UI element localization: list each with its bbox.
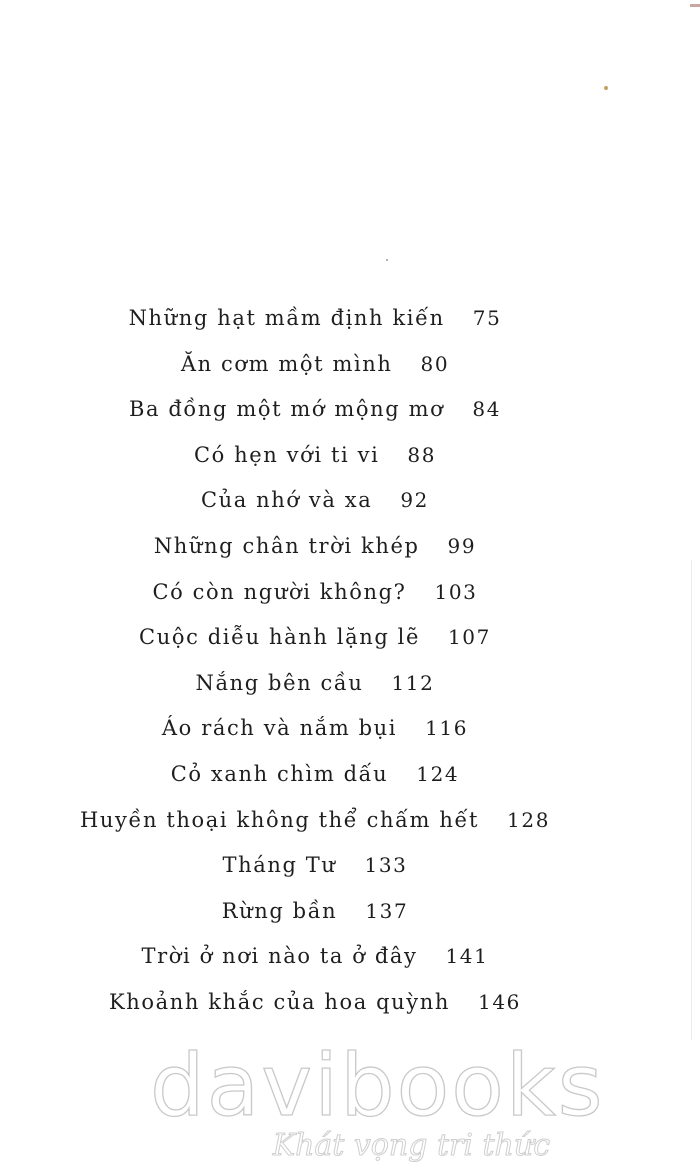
edge-mark	[690, 4, 700, 7]
toc-entry-page-number: 75	[472, 306, 502, 330]
toc-entry	[0, 706, 630, 752]
paper-speck	[386, 259, 388, 261]
toc-entry	[0, 661, 630, 707]
toc-entry-title: Nắng bên cầu	[195, 670, 364, 695]
toc-entry-page-number: 133	[364, 853, 408, 878]
toc-entry-page-number: 116	[425, 716, 469, 741]
toc-entry	[0, 342, 630, 388]
toc-entry-page-number: 92	[400, 488, 430, 513]
toc-entry-title: Những hạt mầm định kiến	[128, 306, 445, 330]
toc-entry-page-number: 99	[447, 533, 477, 558]
toc-entry-page-number: 80	[420, 351, 450, 376]
toc-entry	[0, 524, 630, 570]
toc-entry-title: Của nhớ và xa	[200, 488, 373, 513]
watermark	[150, 1036, 605, 1163]
toc-entry	[0, 615, 630, 661]
watermark-tagline: Khát vọng tri thức	[272, 1128, 550, 1163]
toc-entry	[0, 433, 630, 479]
toc-entry	[0, 387, 630, 433]
toc-entry-title: Cỏ xanh chìm dấu	[170, 761, 389, 786]
toc-entry-page-number: 128	[507, 807, 551, 832]
toc-entry-title: Những chân trời khép	[153, 533, 420, 558]
toc-entry-page-number: 88	[407, 442, 437, 467]
toc-entry-title: Ăn cơm một mình	[180, 351, 393, 376]
toc-entry-title: Rừng bần	[221, 898, 338, 923]
toc-entry-title: Có còn người không?	[152, 579, 407, 604]
toc-entry-title: Khoảnh khắc của hoa quỳnh	[108, 989, 451, 1014]
toc-entry-page-number: 107	[447, 625, 491, 650]
watermark-logo: davibooks	[150, 1036, 605, 1136]
toc-entry-page-number: 112	[391, 670, 435, 695]
toc-entry-title: Trời ở nơi nào ta ở đây	[141, 944, 418, 969]
toc-entry	[0, 478, 630, 524]
toc-entry	[0, 889, 630, 935]
toc-entry-title: Có hẹn với ti vi	[193, 442, 380, 467]
toc-entry	[0, 570, 630, 616]
toc-entry-page-number: 103	[434, 579, 478, 604]
toc-entry	[0, 934, 630, 980]
toc-entry-page-number: 84	[472, 397, 502, 422]
toc-entry-title: Áo rách và nắm bụi	[161, 716, 398, 741]
table-of-contents	[0, 296, 630, 1026]
toc-entry-page-number: 146	[478, 989, 522, 1014]
toc-entry-title: Cuộc diễu hành lặng lẽ	[139, 625, 420, 650]
toc-entry	[0, 843, 630, 889]
toc-entry-title: Ba đồng một mớ mộng mơ	[128, 397, 445, 422]
toc-entry	[0, 980, 630, 1026]
toc-entry-page-number: 137	[365, 898, 409, 923]
toc-entry-page-number: 141	[445, 944, 489, 969]
toc-entry-page-number: 124	[416, 761, 460, 786]
toc-entry-title: Huyền thoại không thể chấm hết	[79, 807, 480, 832]
toc-entry	[0, 752, 630, 798]
paper-speck	[604, 86, 608, 90]
page-edge-line	[691, 560, 692, 1040]
toc-entry-title: Tháng Tư	[222, 853, 337, 878]
toc-entry	[0, 798, 630, 844]
toc-entry	[0, 296, 630, 342]
